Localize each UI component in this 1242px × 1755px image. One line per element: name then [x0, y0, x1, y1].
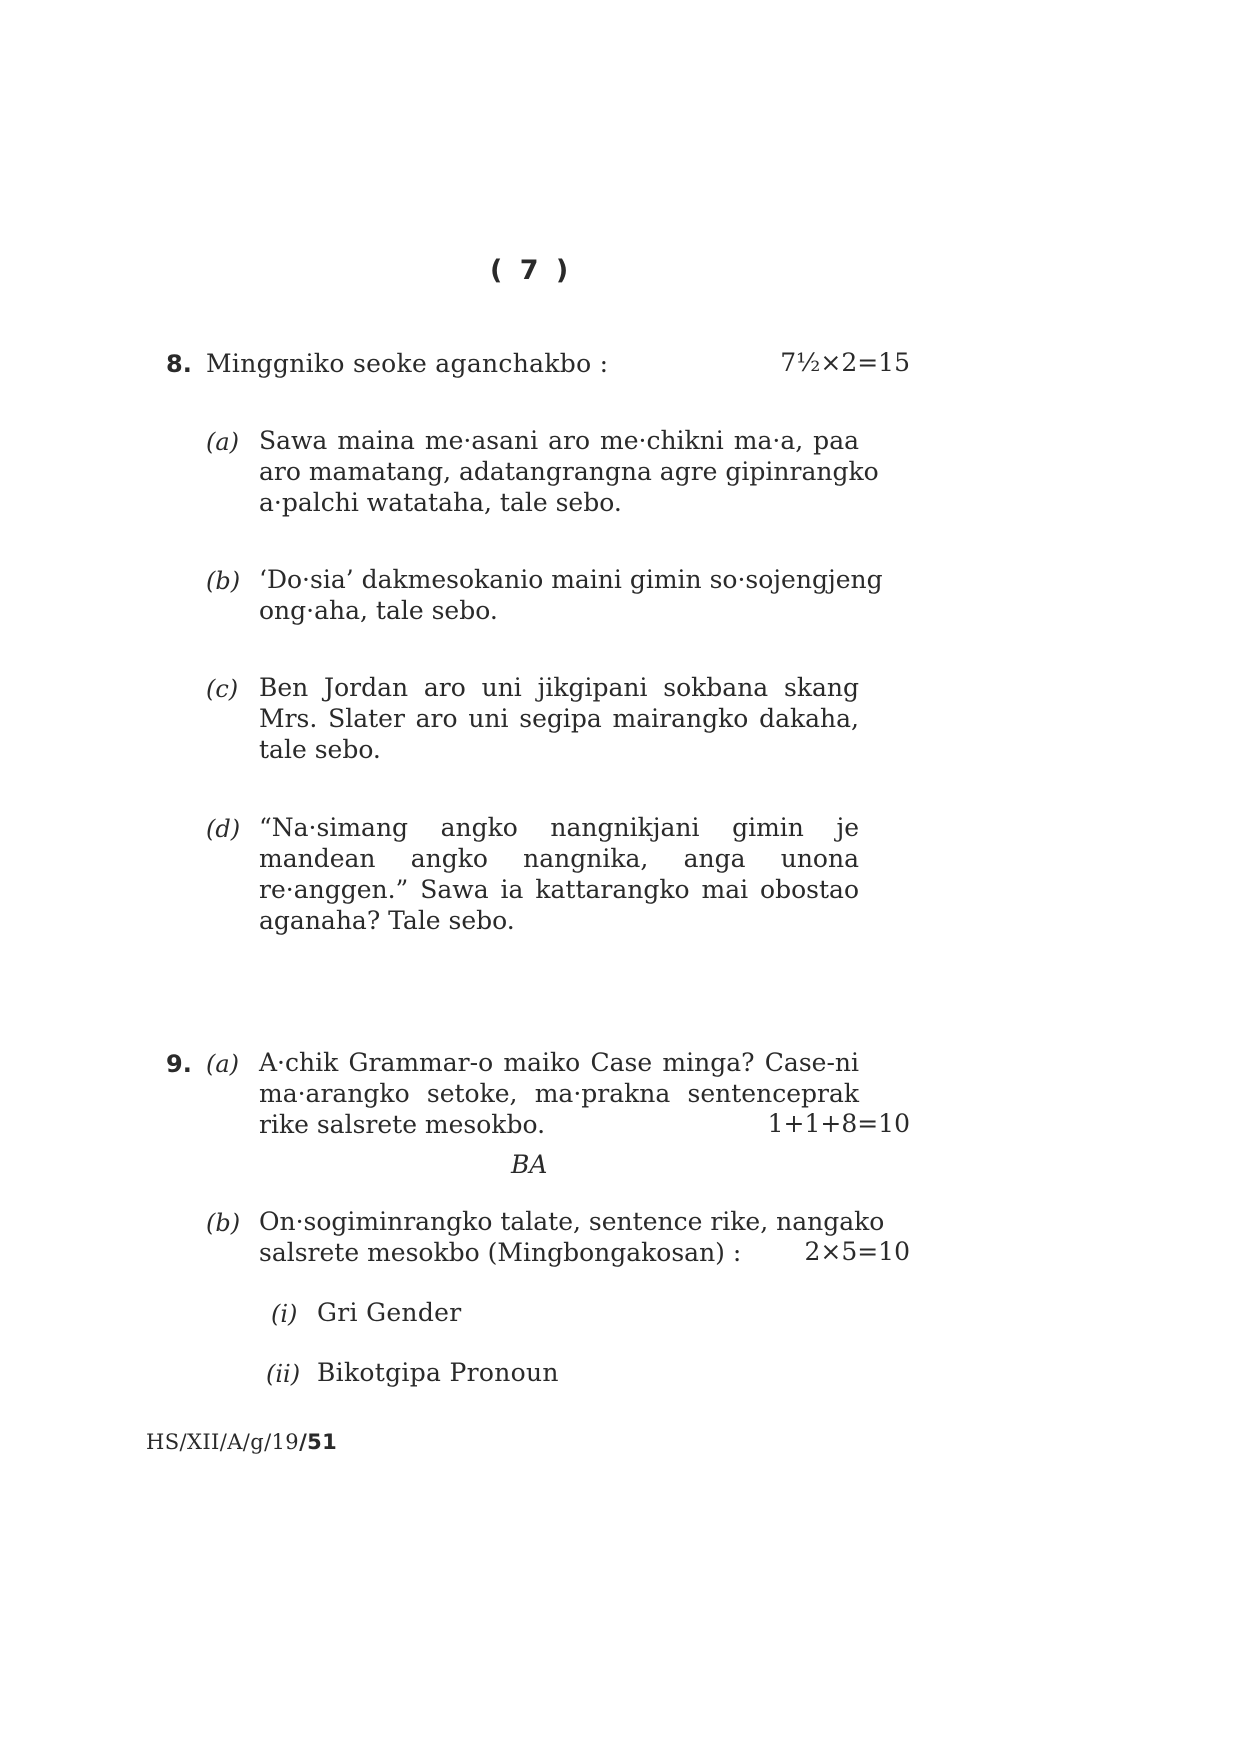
q8-part-d-text [259, 812, 859, 936]
text-line: aro mamatang, adatangrangna agre gipinrangko [259, 457, 879, 486]
text-line: salsrete mesokbo (Mingbongakosan) : [259, 1238, 742, 1267]
text-line: ‘Do·sia’ dakmesokanio maini gimin so·sojengjeng [259, 565, 883, 594]
text-line: Sawa maina me·asani aro me·chikni ma·a, paa [259, 426, 859, 455]
q8-part-c-label: (c) [206, 675, 239, 703]
text-line: rike salsrete mesokbo. [259, 1110, 546, 1139]
q8-part-a-text [259, 425, 879, 518]
text-line: mandean angko nangnika, anga unona [259, 844, 859, 873]
q8-part-b-text [259, 564, 883, 626]
q9-b-item-ii-text: Bikotgipa Pronoun [317, 1358, 559, 1387]
q8-part-a-label: (a) [206, 428, 240, 456]
q9-part-a-label: (a) [206, 1050, 240, 1078]
footer-page: /51 [299, 1430, 338, 1454]
footer-code [146, 1430, 337, 1454]
text-line: a·palchi watataha, tale sebo. [259, 488, 622, 517]
text-line: aganaha? Tale sebo. [259, 906, 515, 935]
q9-part-b-marks: 2×5=10 [804, 1237, 910, 1266]
text-line: re·anggen.” Sawa ia kattarangko mai obostao [259, 875, 859, 904]
ba-separator: BA [511, 1150, 548, 1179]
q9-part-a-marks: 1+1+8=10 [767, 1109, 910, 1138]
question-8-text: Minggniko seoke aganchakbo : [206, 349, 609, 378]
text-line: tale sebo. [259, 735, 381, 764]
question-9-number: 9. [166, 1050, 192, 1078]
q9-b-item-i-label: (i) [271, 1300, 298, 1328]
page-number: ( 7 ) [490, 255, 573, 286]
q8-part-c-text [259, 672, 859, 765]
text-line: On·sogiminrangko talate, sentence rike, nangako [259, 1207, 885, 1236]
q8-part-d-label: (d) [206, 815, 241, 843]
question-8-number: 8. [166, 350, 192, 378]
q9-b-item-i-text: Gri Gender [317, 1298, 462, 1327]
question-8-marks: 7½×2=15 [780, 348, 910, 377]
footer-code-text: HS/XII/A/g/19 [146, 1430, 300, 1454]
q9-part-b-label: (b) [206, 1209, 241, 1237]
text-line: A·chik Grammar-o maiko Case minga? Case-ni [259, 1048, 859, 1077]
q8-part-b-label: (b) [206, 567, 241, 595]
text-line: ong·aha, tale sebo. [259, 596, 498, 625]
text-line: Ben Jordan aro uni jikgipani sokbana skang [259, 673, 859, 702]
text-line: Mrs. Slater aro uni segipa mairangko dakaha, [259, 704, 859, 733]
q9-b-item-ii-label: (ii) [266, 1360, 301, 1388]
text-line: ma·arangko setoke, ma·prakna sentenceprak [259, 1079, 859, 1108]
text-line: “Na·simang angko nangnikjani gimin je [259, 813, 859, 842]
